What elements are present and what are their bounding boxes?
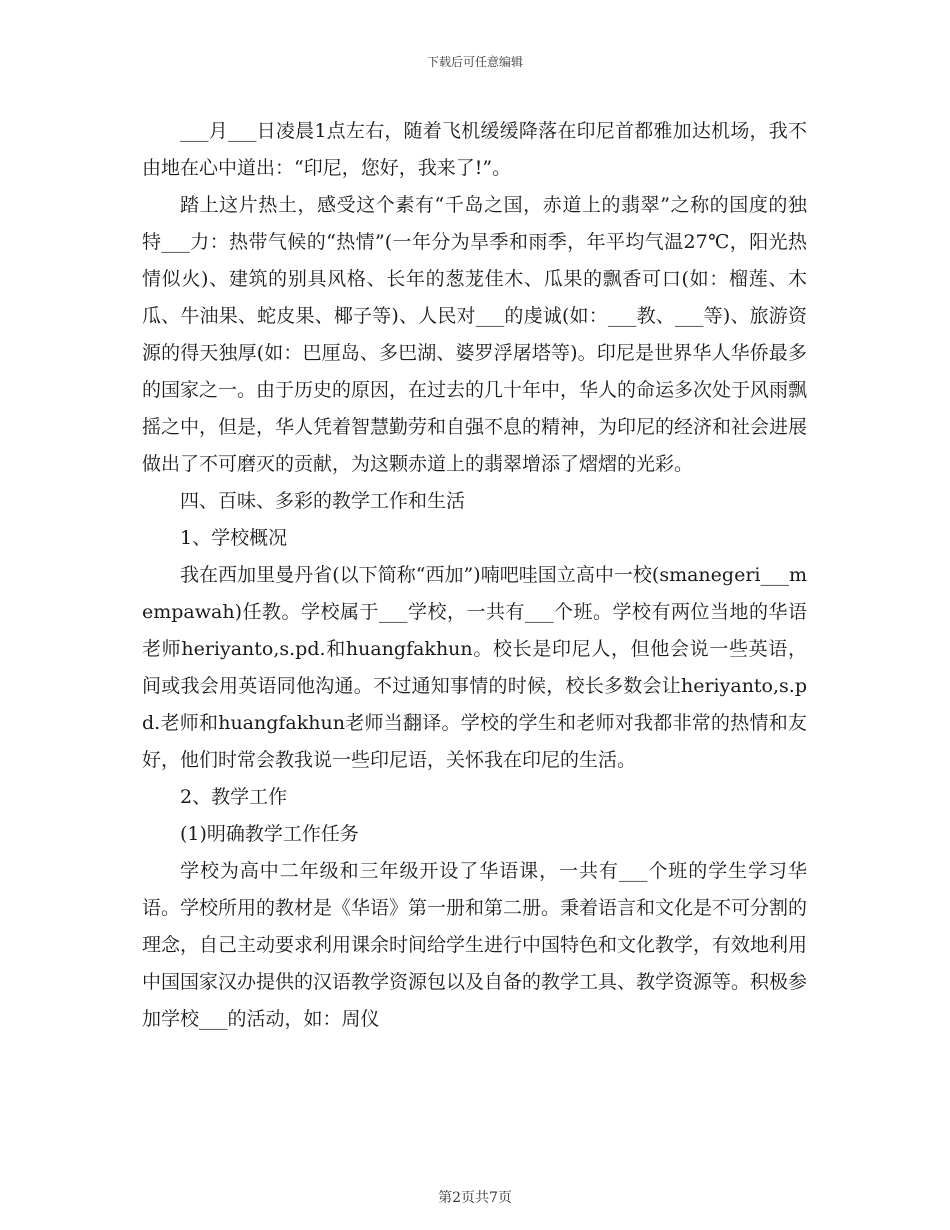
paragraph-school-overview: 我在西加里曼丹省(以下简称“西加”)喃吧哇国立高中一校(smanegeri___mempawah)任教。学校属于___学校，一共有___个班。学校有两位当地的华语老师heriyanto,s.pd.和huangfakhun。校长是印尼人，但他会说一些英语，间或我会用英语同他沟通。不过通知事情的时候，校长多数会让heriyanto,s.pd.老师和huangfakhun老师当翻译。学校的学生和老师对我都非常的热情和友好，他们时常会教我说一些印尼语，关怀我在印尼的生活。	[142, 564, 807, 771]
paragraph-teaching-tasks: 学校为高中二年级和三年级开设了华语课，一共有___个班的学生学习华语。学校所用的教材是《华语》第一册和第二册。秉着语言和文化是不可分割的理念，自己主动要求利用课余时间给学生进行中国特色和文化教学，有效地利用中国国家汉办提供的汉语教学资源包以及自备的教学工具、教学资源等。积极参加学校___的活动，如：周仪	[142, 860, 808, 1030]
paragraph-arrival: ___月___日凌晨1点左右，随着飞机缓缓降落在印尼首都雅加达机场，我不由地在心中道出：“印尼，您好，我来了!”。	[142, 120, 807, 179]
section-heading-teaching-life: 四、百味、多彩的教学工作和生活	[180, 490, 466, 512]
subsubsection-heading-tasks: (1)明确教学工作任务	[180, 823, 359, 845]
page-footer: 第2页共7页	[438, 1190, 512, 1206]
subsection-heading-teaching-work: 2、教学工作	[180, 786, 288, 808]
paragraph-indonesia-charm: 踏上这片热土，感受这个素有“千岛之国，赤道上的翡翠”之称的国度的独特___力：热带气候的“热情”(一年分为旱季和雨季，年平均气温27℃，阳光热情似火)、建筑的别具风格、长年的葱茏佳木、瓜果的飘香可口(如：榴莲、木瓜、牛油果、蛇皮果、椰子等)、人民对___的虔诚(如：___教、___等)、旅游资源的得天独厚(如：巴厘岛、多巴湖、婆罗浮屠塔等)。印尼是世界华人华侨最多的国家之一。由于历史的原因，在过去的几十年中，华人的命运多次处于风雨飘摇之中，但是，华人凭着智慧勤劳和自强不息的精神，为印尼的经济和社会进展做出了不可磨灭的贡献，为这颗赤道上的翡翠增添了熠熠的光彩。	[142, 194, 808, 475]
page-header: 下载后可任意编辑	[426, 55, 523, 69]
subsection-heading-school-overview: 1、学校概况	[180, 527, 288, 549]
document-body	[142, 113, 807, 1038]
